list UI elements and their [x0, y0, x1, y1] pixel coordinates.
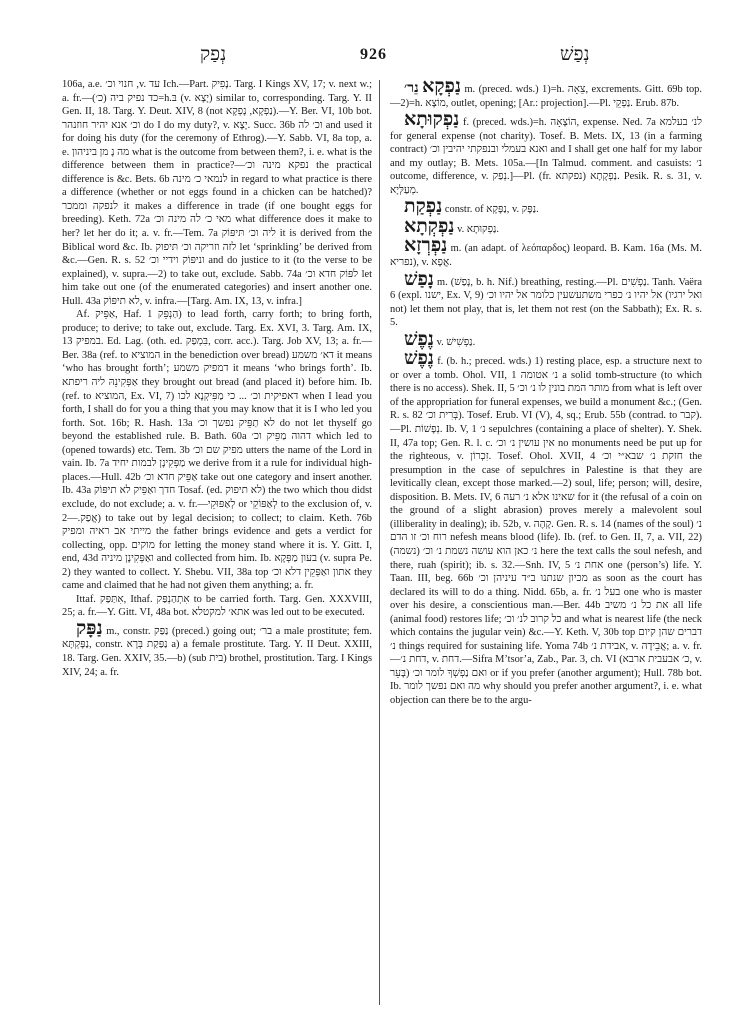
column-divider [379, 80, 380, 1005]
entry-headword: נַפְקוּתָא [404, 109, 460, 131]
entry-paragraph [62, 78, 372, 308]
entry-headword: נָפַשׁ [404, 268, 434, 290]
entry-headword: נַפְקְתָא [404, 215, 455, 237]
entry-text: 106a, a.e. חנוי וכ׳ ,v. עד Ich.—Part. נָפִיק. Targ. I Kings XV, 17; v. next w.; a. fr.—(כ׳) כד נפיק ביה=h.בּ (v. יָצָא) similar to, corresponding. Targ. Y. II Gen. II, 18. Targ. Y. Deut. XIV, 8 (not נַפְקָא, נָפְקָא).—Y. Ber. VI, 10b bot. וכ׳ אנא יהיר חוזנהר do I do my duty?, v. יָצָא. Succ. 36b וכ׳ לה and used it for doing his duty (for the ceremony of Ethrog).—Y. Sabb. VI, 8a top, a. e. מה נָ מן ביניהון what is the outcome from between them?, i. e. what is the difference between them in practice?—נפקא מינה וכ׳ the practical difference is &c. Bets. 6b לנמאי כ׳ מינה in regard to what practice is there a difference (whether or not eggs found in a chicken can be hatched)? לנפקה וממכר it makes a difference in trade (if one bought eggs for breeding). Keth. 72a מאי כ׳ לה מינה וכ׳ what difference does it make to her? let her do it; a. v. fr.—Tem. 7a ליה וכ׳ תּיפּוֹק it is derived from the Biblical word &c. Ib. לזה וזריקה וכ׳ תּיפוק let ‘sprinkling’ be derived from &c.—Gen. R. s. 52 וניפּוֹק וידיי וכ׳ and do justice to it (to the verse to be explained), v. supra.—2) to take out, exclude. Sabb. 74a לפּוֹק חדא וכ׳ let him take out one (of the enumerated categories) and insert another one. Hull. 43a לא תיפּוֹק, v. infra.—[Targ. Am. IX, 13, v. infra.] [62, 79, 373, 307]
header-right-word: נְפַשׁ [560, 44, 590, 65]
dictionary-entry [390, 215, 702, 237]
entry-text: constr. of נַפָּקָא, v. נַפָּק. [444, 204, 539, 216]
entry-headword: נַפָּק [76, 617, 103, 639]
dictionary-entry [390, 111, 702, 197]
entry-headword: נֶפֶשׁ [404, 348, 434, 370]
entry-text: Af. אַפֵּיק, Haf. הַנְפֵּק 1) to lead forth, carry forth; to bring forth, produce; to derive; to take out, exclude. Targ. Ex. XVI, 3. Targ. Am. IX, 13 במפיק. Ed. Lag. (oth. ed. בִּמְפַק, corr. acc.). Targ. Job XV, 13; a. fr.—Ber. 38a (ref. to המוציא in the benediction over bread) דא׳ משמע it means ‘who has brought forth’; דמפיק משמע it means ‘who brings forth’. Ib. אַפְּקִינֵהּ ליה ריפתא they brought out bread (and placed it) before him. Ib. (ref. to המוציא, Ex. VI, 7) דאפיקית וכ׳ ... כי מַפִּיקְנָא לכו when I lead you forth, I shall do for you a thing that you may know that it is I who led you forth. Sot. 16b; R. Hash. 13a לא תַפֵּיק נפשך וכ׳ do not let thyself go beyond the established rule. B. Bath. 60a דהוה מַפֵּיק וכ׳ which led to (opened towards) etc. Tem. 3b מפיק שם וכ׳ utters the name of the Lord in vain. Ib. 7a מַפְּקִינָן לבמות יחיד we derive from it a rule for individual high-places.—Hull. 42b אַפֵּיק חדא וכ׳ take out one category and insert another. Ib. 43a חדך ואַפֵּיק לא תיפּוֹק Tosaf. (ed. לא תיפוק) the two which thou didst exclude, do not exclude; a. v. fr.—לְאַפּוּקֵי or לְאַפּוֹקֵי to the exclusion of, v. אֲפַק.—2) to take out by legal decision; to collect; to claim. Keth. 76b מייתי אב ראיה ומפיק the father brings evidence and gets a verdict for collecting, opp. מוקים for letting the money stand where it is. Y. Gitt. I, end, 43d ואַפְּקִינָן מיניה and collected from him. Ib. בעון מַפְּקָא (v. supra Pe. 2) they wanted to collect. Y. Shebu. VII, 38a top אתון ואַפְּקֵין דלא וכ׳ they came and claimed that he had not given them anything; a. fr. [62, 309, 373, 592]
entry-text: m. (preced. wds.) 1)=h. צֵאָה, excrements. Gitt. 69b top.—2)=h. מוֹצָא, outlet, opening; [Ar.: projection].—Pl. נַפְקֵי. Erub. 87b. [390, 84, 702, 109]
entry-headword: נֶפֶשׁ [404, 328, 434, 350]
dictionary-entry [390, 268, 702, 330]
entry-text: m. (an adapt. of λεόπαρδος) leopard. B. Kam. 16a (Ms. M. נפריא), v. אֲפָא. [390, 243, 702, 269]
entry-text: m. (נָפַשׁ, b. h. Nif.) breathing, resting.—Pl. נַפְשִׁים. Tanh. Vaëra 6 (expl. ישנו, Ex. V, 9) אל יהיו נ׳ כפרי משתעשעין כלומר אל יהיו וכ׳ (ואל ירגיו not) let them not play, that is, let them not rest (on the Sabbath); Ex. R. s. 5. [390, 276, 702, 329]
entry-text: v. נַפְקוּתָא. [457, 223, 500, 235]
entry-headword: נַפְרְזָא [404, 235, 448, 257]
left-column [62, 78, 372, 680]
dictionary-entry [390, 350, 702, 707]
dictionary-entry [390, 78, 702, 110]
dictionary-entry [390, 198, 702, 217]
entry-paragraph [62, 593, 372, 620]
dictionary-entry [390, 237, 702, 269]
page-header [50, 44, 710, 72]
entry-text: m., constr. נַפַּק (preced.) going out; בר׳ a male prostitute; fem. נַפָּקְתָּא, constr. נַפַּקַת בְּרָא a) a female prostitute. Targ. Y. II Deut. XXIII, 18. Targ. Gen. XXIV, 35.—b) (sub בית) brothel, prostitution. Targ. I Kings XIV, 24; a. fr. [62, 625, 372, 678]
entry-text: v. נַפְשִׁישׁ. [436, 336, 476, 348]
dictionary-entry [390, 328, 702, 350]
entry-text: Ittaf. אִתַּפַּק, Ithaf. אִתְהַנְפַּק to be carried forth. Targ. Gen. XXXVIII, 25; a. fr.—Y. Gitt. VI, 48a bot. אתא׳ למקטלא was led out to be executed. [62, 593, 372, 619]
right-column [390, 78, 702, 709]
page-number: 926 [360, 46, 387, 63]
dictionary-entry [62, 617, 372, 679]
entry-headword: נַפְקַת [404, 196, 443, 218]
entry-text: f. (preced. wds.)=h. הוֹצָאָה, expense. Ned. 7a לנ׳ בעלמא for general expense (not charity). Tosef. B. Mets. IX, 13 (in a farming contract) ואנא בעמלי ובנפקתי יהיבין וכ׳ and I shall get one half for my labor and my outlay; B. Mets. 105a.—[In Talmud. comment. and casuists: נ׳ outcome, difference, v. נְפַק.]—Pl. (fr. נפקתא) נַפְקָתָא. Pesik. R. s. 31, v. מְעַלְּיָא. [390, 117, 702, 196]
entry-text: f. (b. h.; preced. wds.) 1) resting place, esp. a structure next to or over a tomb. Ohol. VII, 1 נ׳ אטומה a solid tomb-structure (to which there is no access). Shek. II, 5 מותר המת בונין לו נ׳ וכ׳ from what is left over of the appropriation for funeral expenses, we build a monument &c.; (Gen. R. s. 82 בְּרִית וכ׳). Tosef. Erub. VI (V), 4, sq.; Erub. 55b (contrad. to קבר).—Pl. נְפָשׁוֹת. Ib. V, 1 נ׳ sepulchres (containing a place of shelter). Y. Shek. II, 47a top; Gen. R. l. c. אין עושין נ׳ וכ׳ no monuments need be put up for the righteous, v. זִכְרוֹן. Tosef. Ohol. XVII, 4 חזקת נ׳ שבא״י וכ׳ the presumption in the case of sepulchres in Palestine is that they are levitically clean, except those marked.—2) soul, life; person; will, desire, disposition. B. Mets. IV, 6 שאינו אלא נ׳ רעה for it (the refusal of a coin on the ground of a slight abrasion) proves merely a malevolent soul (illiberality in dealing); ib. 52b, v. קָהֶה. Gen. R. s. 14 (names of the soul) נ׳ רוח וכ׳ זו הדם nefesh means blood (life). Ib. (ref. to Gen. II, 7, a. VII, 22) (נשמה) נ׳ כאן הוא עושה נשמת נ׳ וכ׳ here the text calls the soul nefesh, and there, ruah (spirit); ib. s. 32.—Snh. IV, 5 אחת נ׳ one (person’s) life. Y. Taan. III, beg. 66b מכיון שנתנו ב״ד עיניהן וכ׳ as soon as the court has declared its will to do a thing. Nidd. 65b, a. fr. בעל נ׳ one who is master over his desire, a conscientious man.—Ber. 44b את כל נ׳ משיב all life (animal food) restores life; כל קרוב לנ׳ וכ׳ and what is nearest life (the neck which contains the jugular vein) &c.—Y. Keth. V, 30b top דברים שהן קיום נ׳ things required for sustaining life. Yoma 74b אבידת נ׳, v. אֲבֵידָה; a. v. fr.—דחת נ׳, v. דחת.—Sifra M’tsor’a, Zab., Par. 3, ch. VI (כ׳ אבעבית ארבא, v. בָּעֵר) ואם נַפְשְׁךָ לומר וכ׳ or if you prefer (another argument); Hull. 78b bot. Ib. מה ואם נפשך לומר why should you prefer another argument?, i. e. what objection can there be to the argu- [390, 356, 703, 706]
entry-variant: נֵר׳ [404, 81, 419, 96]
entry-headword: נַפְקָא [422, 76, 462, 97]
header-left-word: נְפַק [200, 44, 227, 65]
entry-paragraph [62, 308, 372, 592]
